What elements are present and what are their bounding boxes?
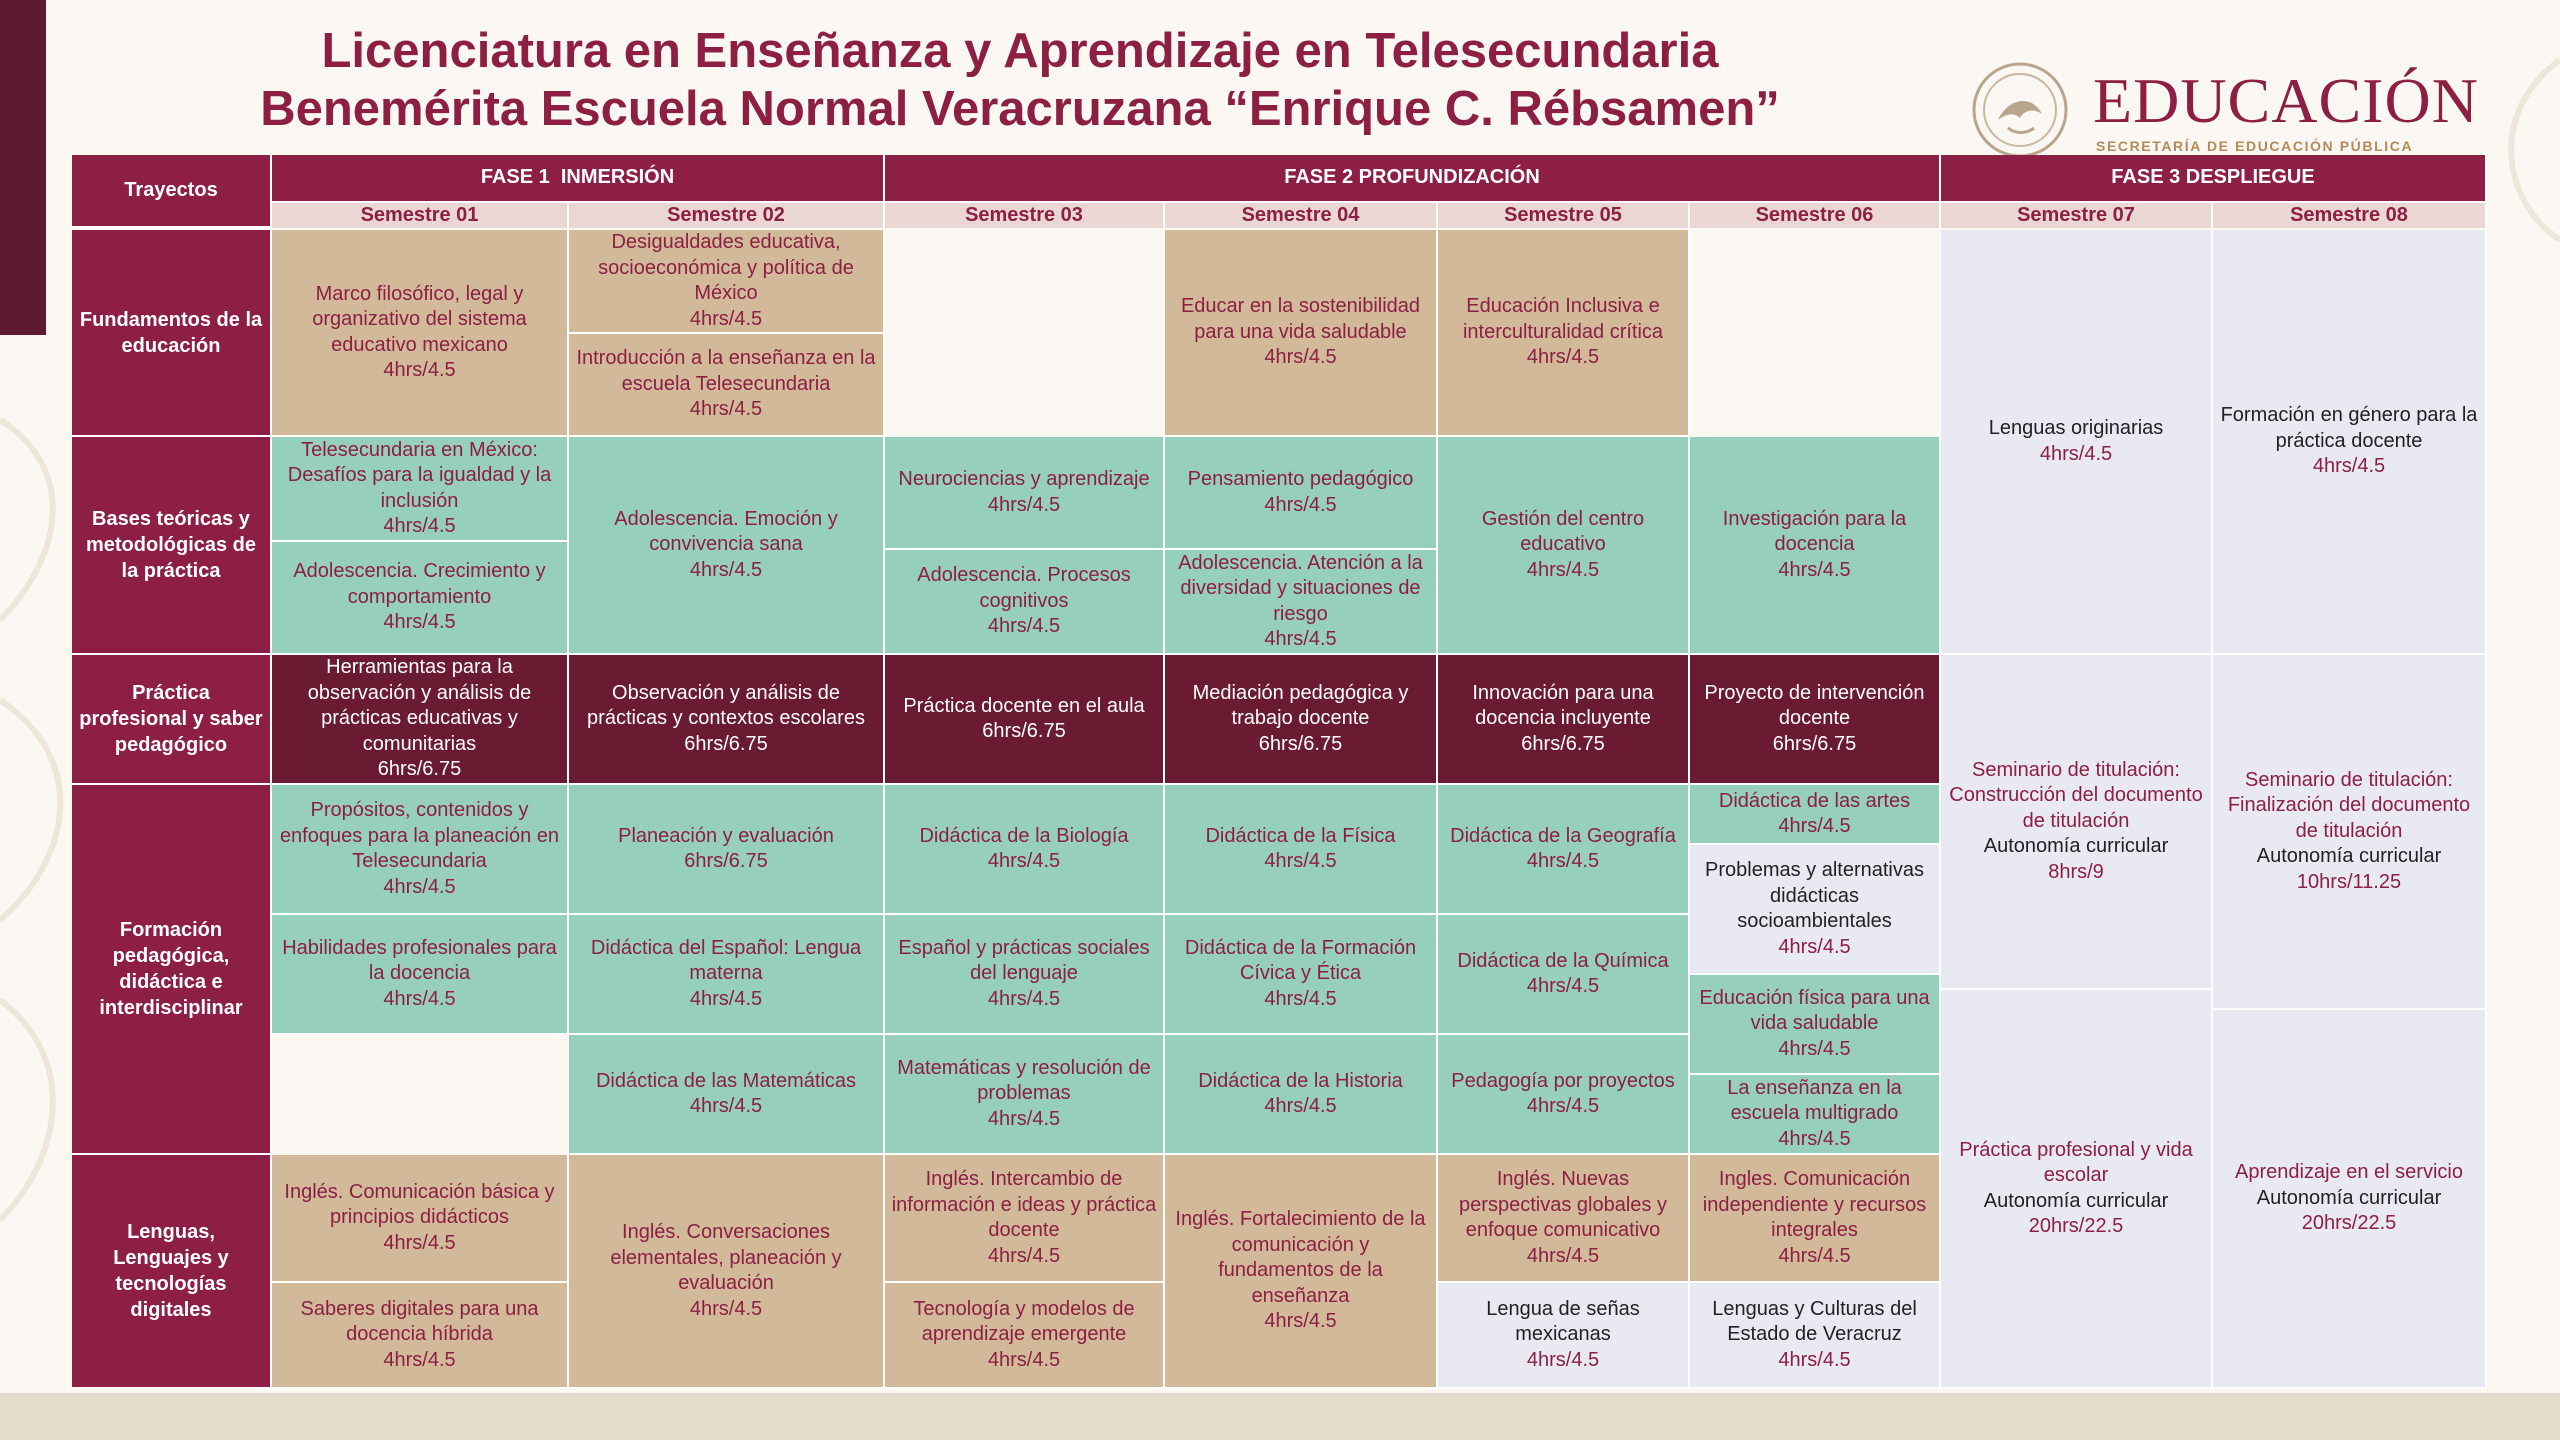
trayecto-fundamentos: Fundamentos de la educación [72, 230, 272, 437]
course-cell: Desigualdades educativa, socioeconómica y política de México 4hrs/4.5 [569, 230, 885, 334]
course-cell: Didáctica del Español: Lengua materna 4hrs/4.5 [569, 915, 885, 1035]
course-cell: Lengua de señas mexicanas 4hrs/4.5 [1438, 1283, 1690, 1389]
course-cell: Didáctica de las Matemáticas 4hrs/4.5 [569, 1035, 885, 1155]
trayecto-formacion: Formación pedagógica, didáctica e interdisciplinar [72, 785, 272, 1155]
course-cell: Didáctica de la Física 4hrs/4.5 [1165, 785, 1438, 915]
semester-07-header: Semestre 07 [1941, 203, 2213, 228]
phase1-header: FASE 1 INMERSIÓN [272, 155, 885, 203]
course-cell: Seminario de titulación: Finalización del documento de titulación Autonomía curricular 10hrs/11.25 [2213, 655, 2487, 1010]
course-cell: Didáctica de las artes 4hrs/4.5 [1690, 785, 1941, 845]
logo-subtitle: SECRETARÍA DE EDUCACIÓN PÚBLICA [2096, 138, 2414, 154]
course-cell: Observación y análisis de prácticas y contextos escolares 6hrs/6.75 [569, 655, 885, 785]
course-cell: Formación en género para la práctica docente 4hrs/4.5 [2213, 230, 2487, 655]
semester-03-header: Semestre 03 [885, 203, 1165, 228]
course-cell: Práctica docente en el aula 6hrs/6.75 [885, 655, 1165, 785]
course-cell: Marco filosófico, legal y organizativo del sistema educativo mexicano 4hrs/4.5 [272, 230, 569, 437]
course-cell: Proyecto de intervención docente 6hrs/6.75 [1690, 655, 1941, 785]
semester-01-header: Semestre 01 [272, 203, 569, 228]
course-cell: Adolescencia. Atención a la diversidad y situaciones de riesgo 4hrs/4.5 [1165, 550, 1438, 655]
semester-02-header: Semestre 02 [569, 203, 885, 228]
course-cell: Habilidades profesionales para la docencia 4hrs/4.5 [272, 915, 569, 1035]
course-cell: Didáctica de la Biología 4hrs/4.5 [885, 785, 1165, 915]
semester-05-header: Semestre 05 [1438, 203, 1690, 228]
course-cell: Inglés. Intercambio de información e ideas y práctica docente 4hrs/4.5 [885, 1155, 1165, 1283]
school-title: Benemérita Escuela Normal Veracruzana “Enrique C. Rébsamen” [260, 82, 1780, 136]
course-cell: Innovación para una docencia incluyente 6hrs/6.75 [1438, 655, 1690, 785]
semester-06-header: Semestre 06 [1690, 203, 1941, 228]
course-cell: Neurociencias y aprendizaje 4hrs/4.5 [885, 437, 1165, 550]
trayecto-lenguas: Lenguas, Lenguajes y tecnologías digitales [72, 1155, 272, 1389]
course-cell: Práctica profesional y vida escolar Autonomía curricular 20hrs/22.5 [1941, 990, 2213, 1389]
course-cell: Lenguas y Culturas del Estado de Veracruz 4hrs/4.5 [1690, 1283, 1941, 1389]
course-cell: Adolescencia. Procesos cognitivos 4hrs/4.5 [885, 550, 1165, 655]
trayectos-header: Trayectos [72, 155, 272, 228]
course-cell: Lenguas originarias 4hrs/4.5 [1941, 230, 2213, 655]
course-cell: Saberes digitales para una docencia híbrida 4hrs/4.5 [272, 1283, 569, 1389]
empty-cell [272, 1035, 569, 1155]
course-cell: Matemáticas y resolución de problemas 4hrs/4.5 [885, 1035, 1165, 1155]
trayecto-practica: Práctica profesional y saber pedagógico [72, 655, 272, 785]
course-cell: Didáctica de la Historia 4hrs/4.5 [1165, 1035, 1438, 1155]
course-cell: Telesecundaria en México: Desafíos para la igualdad y la inclusión 4hrs/4.5 [272, 437, 569, 542]
course-cell: Mediación pedagógica y trabajo docente 6hrs/6.75 [1165, 655, 1438, 785]
course-cell: Adolescencia. Crecimiento y comportamiento 4hrs/4.5 [272, 542, 569, 655]
course-cell: Propósitos, contenidos y enfoques para la planeación en Telesecundaria 4hrs/4.5 [272, 785, 569, 915]
empty-cell [885, 230, 1165, 437]
course-cell: Adolescencia. Emoción y convivencia sana 4hrs/4.5 [569, 437, 885, 655]
course-cell: Pedagogía por proyectos 4hrs/4.5 [1438, 1035, 1690, 1155]
course-cell: Educación física para una vida saludable 4hrs/4.5 [1690, 975, 1941, 1075]
course-cell: La enseñanza en la escuela multigrado 4hrs/4.5 [1690, 1075, 1941, 1155]
course-cell: Inglés. Comunicación básica y principios didácticos 4hrs/4.5 [272, 1155, 569, 1283]
course-cell: Didáctica de la Geografía 4hrs/4.5 [1438, 785, 1690, 915]
course-cell: Pensamiento pedagógico 4hrs/4.5 [1165, 437, 1438, 550]
course-cell: Problemas y alternativas didácticas socioambientales 4hrs/4.5 [1690, 845, 1941, 975]
phase3-header: FASE 3 DESPLIEGUE [1941, 155, 2487, 203]
logo-wordmark: EDUCACIÓN [2093, 65, 2479, 136]
trayecto-bases: Bases teóricas y metodológicas de la práctica [72, 437, 272, 655]
course-cell: Introducción a la enseñanza en la escuela Telesecundaria 4hrs/4.5 [569, 334, 885, 437]
course-cell: Investigación para la docencia 4hrs/4.5 [1690, 437, 1941, 655]
course-cell: Planeación y evaluación 6hrs/6.75 [569, 785, 885, 915]
course-cell: Herramientas para la observación y análisis de prácticas educativas y comunitarias 6hrs/6.75 [272, 655, 569, 785]
course-cell: Español y prácticas sociales del lenguaje 4hrs/4.5 [885, 915, 1165, 1035]
semester-08-header: Semestre 08 [2213, 203, 2487, 228]
course-cell: Educación Inclusiva e interculturalidad crítica 4hrs/4.5 [1438, 230, 1690, 437]
empty-cell [1690, 230, 1941, 437]
semester-04-header: Semestre 04 [1165, 203, 1438, 228]
course-cell: Tecnología y modelos de aprendizaje emergente 4hrs/4.5 [885, 1283, 1165, 1389]
course-cell: Ingles. Comunicación independiente y recursos integrales 4hrs/4.5 [1690, 1155, 1941, 1283]
course-cell: Educar en la sostenibilidad para una vida saludable 4hrs/4.5 [1165, 230, 1438, 437]
course-cell: Didáctica de la Química 4hrs/4.5 [1438, 915, 1690, 1035]
course-cell: Inglés. Nuevas perspectivas globales y enfoque comunicativo 4hrs/4.5 [1438, 1155, 1690, 1283]
course-cell: Inglés. Conversaciones elementales, planeación y evaluación 4hrs/4.5 [569, 1155, 885, 1389]
course-cell: Didáctica de la Formación Cívica y Ética 4hrs/4.5 [1165, 915, 1438, 1035]
course-cell: Gestión del centro educativo 4hrs/4.5 [1438, 437, 1690, 655]
course-cell: Inglés. Fortalecimiento de la comunicación y fundamentos de la enseñanza 4hrs/4.5 [1165, 1155, 1438, 1389]
program-title: Licenciatura en Enseñanza y Aprendizaje en Telesecundaria [321, 24, 1719, 78]
course-cell: Aprendizaje en el servicio Autonomía curricular 20hrs/22.5 [2213, 1010, 2487, 1389]
phase2-header: FASE 2 PROFUNDIZACIÓN [885, 155, 1941, 203]
course-cell: Seminario de titulación: Construcción del documento de titulación Autonomía curricular 8hrs/9 [1941, 655, 2213, 990]
